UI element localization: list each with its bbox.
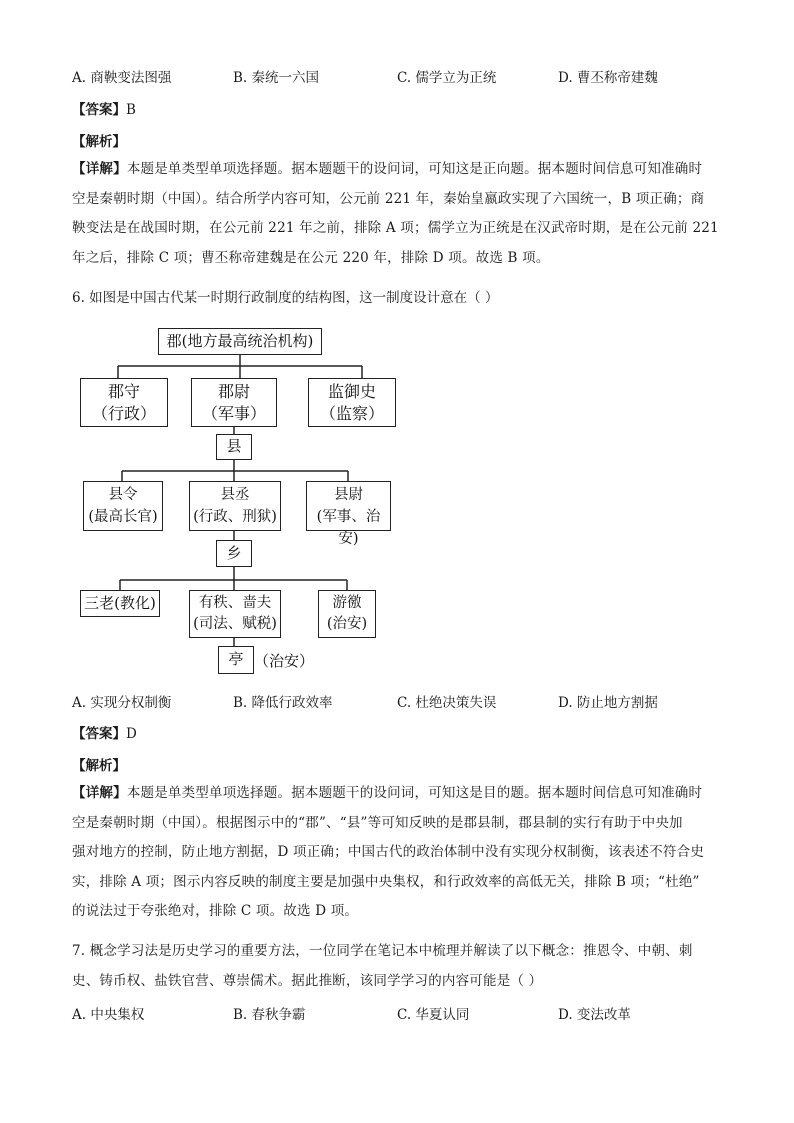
county-box: 县 [216, 434, 252, 460]
stem-line: 7. 概念学习法是历史学习的重要方法，一位同学在笔记本中梳理并解读了以下概念：推恩令、中朝、刺 [72, 943, 693, 959]
q5-option-d: D. 曹丕称帝建魏 [558, 70, 658, 86]
detail-line: 年之后，排除 C 项；曹丕称帝建魏是在公元 220 年，排除 D 项。故选 B 项。 [72, 249, 550, 266]
q6-option-a: A. 实现分权制衡 [72, 695, 172, 711]
q7-option-c: C. 华夏认同 [397, 1007, 470, 1023]
q6-analysis-tag: 【解析】 [72, 758, 126, 774]
q5-option-c: C. 儒学立为正统 [397, 70, 497, 86]
q5-detail [72, 155, 722, 273]
box-title: 监御史 [327, 382, 376, 401]
q7-stem [72, 937, 722, 996]
county-magistrate-box [83, 481, 163, 531]
stem-line: 史、铸币权、盐铁官营、尊崇儒术。据此推断，该同学学习的内容可能是（ ） [72, 972, 543, 989]
box-duty: (行政、刑狱) [193, 509, 277, 525]
administrative-structure-diagram [72, 318, 402, 680]
q6-option-d: D. 防止地方割据 [558, 695, 658, 711]
q6-option-c: C. 杜绝决策失误 [397, 695, 497, 711]
patrol-officer-box [318, 590, 376, 638]
detail-tag: 【详解】 [72, 161, 127, 177]
commandery-military-box [191, 378, 277, 427]
box-title: 郡守 [107, 382, 140, 401]
detail-line: 的说法过于夸张绝对，排除 C 项。故选 D 项。 [72, 903, 359, 919]
detail-line: 本题是单类型单项选择题。据本题题干的设问词，可知这是正向题。据本题时间信息可知准确时 [126, 161, 703, 177]
box-duty: （军事） [201, 404, 266, 423]
box-duty: (司法、赋税) [193, 616, 277, 632]
detail-line: 实，排除 A 项；图示内容反映的制度主要是加强中央集权，和行政效率的高低无关，排除 B 项；“杜绝” [72, 873, 700, 890]
box-title: 县令 [108, 487, 138, 503]
detail-line: 空是秦朝时期（中国）。结合所学内容可知，公元前 221 年，秦始皇嬴政实现了六国统一，B 项正确；商 [72, 190, 705, 207]
box-title: 游徼 [332, 595, 362, 611]
detail-tag: 【详解】 [72, 785, 127, 801]
elders-box: 三老(教化) [80, 590, 160, 617]
county-military-box [306, 481, 391, 547]
detail-line: 鞅变法是在战国时期，在公元前 221 年之前，排除 A 项；儒学立为正统是在汉武帝时期，是在公元前 221 [72, 220, 719, 236]
detail-line: 空是秦朝时期（中国）。根据图示中的“郡”、“县”等可知反映的是郡县制，郡县制的实行有助于中央加 [72, 814, 683, 831]
q6-answer [72, 722, 137, 742]
pavilion-note: （治安） [254, 652, 315, 670]
detail-line: 强对地方的控制，防止地方割据，D 项正确；中国古代的政治体制中没有实现分权制衡，该表述不符合史 [72, 844, 705, 860]
township-box: 乡 [216, 540, 252, 567]
pavilion-box: 亭 [218, 646, 254, 674]
county-assistant-box [189, 481, 281, 531]
q7-option-b: B. 春秋争霸 [233, 1007, 306, 1023]
box-duty: （监察） [319, 404, 384, 423]
q5-answer [72, 98, 136, 118]
box-title: 县尉 [334, 487, 363, 503]
commandery-supervisor-box [308, 378, 396, 427]
q5-option-b: B. 秦统一六国 [233, 70, 320, 86]
commandery-box: 郡(地方最高统治机构) [158, 328, 322, 355]
q7-option-a: A. 中央集权 [72, 1007, 145, 1023]
answer-tag: 【答案】 [72, 726, 126, 742]
q5-option-a: A. 商鞅变法图强 [72, 70, 172, 86]
q6-option-b: B. 降低行政效率 [233, 695, 333, 711]
q5-analysis-tag: 【解析】 [72, 134, 126, 150]
box-duty: (军事、治安) [316, 509, 381, 547]
commandery-governor-box [80, 378, 168, 427]
q7-option-d: D. 变法改革 [558, 1007, 631, 1023]
q6-detail [72, 779, 722, 927]
box-title: 郡尉 [217, 382, 250, 401]
answer-value: D [126, 726, 137, 742]
q6-stem: 6. 如图是中国古代某一时期行政制度的结构图，这一制度设计意在（ ） [72, 290, 499, 306]
box-duty: (最高长官) [88, 509, 158, 525]
answer-tag: 【答案】 [72, 102, 126, 118]
township-officials-box [189, 590, 281, 638]
box-duty: （行政） [91, 404, 156, 423]
box-title: 县丞 [220, 487, 250, 503]
answer-value: B [126, 102, 136, 118]
box-title: 有秩、啬夫 [198, 595, 272, 611]
box-duty: (治安) [326, 616, 368, 632]
detail-line: 本题是单类型单项选择题。据本题题干的设问词，可知这是目的题。据本题时间信息可知准确时 [126, 785, 703, 801]
